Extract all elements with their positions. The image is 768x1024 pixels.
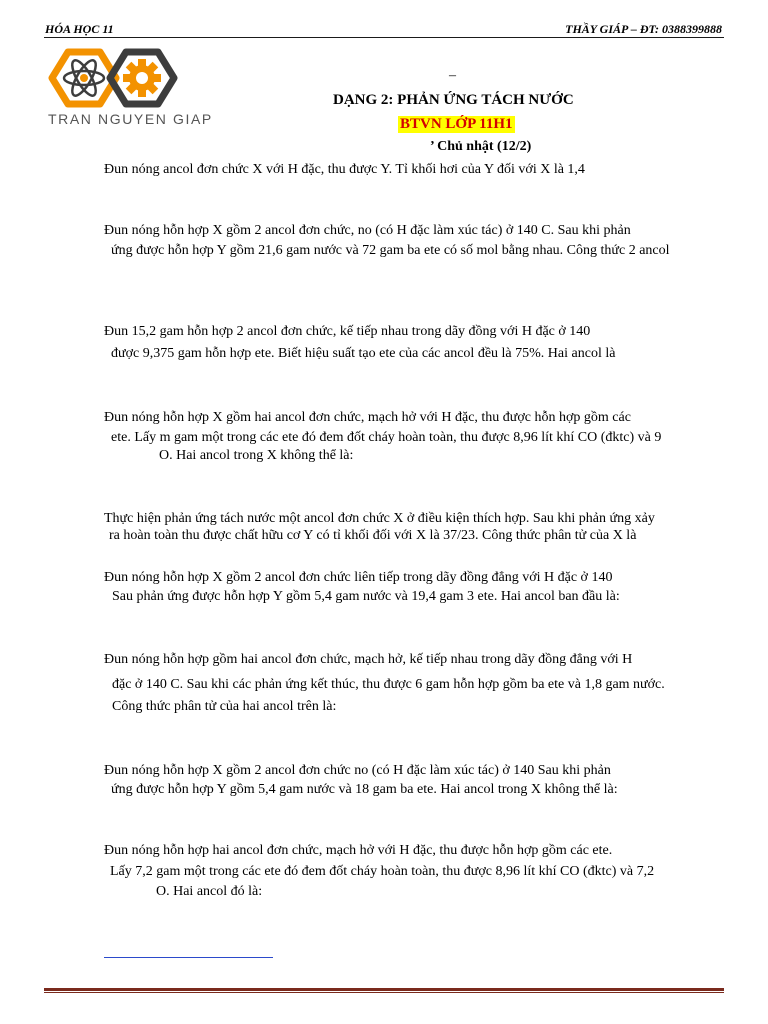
hyperlink-underline[interactable]: [104, 957, 273, 958]
footer-divider-thin: [44, 992, 724, 993]
exercise-line: ứng được hỗn hợp Y gồm 5,4 gam nước và 18 gam ba ete. Hai ancol trong X không thể là:: [111, 782, 618, 797]
date-label: ’ Chủ nhật (12/2): [430, 139, 532, 154]
title-dash: –: [449, 68, 456, 83]
exercise-line: Đun nóng hỗn hợp gồm hai ancol đơn chức, mạch hở, kế tiếp nhau trong dãy đồng đẳng với H: [104, 652, 633, 667]
exercise-line: O. Hai ancol trong X không thể là:: [159, 448, 354, 463]
header-teacher-contact: THẦY GIÁP – ĐT: 0388399888: [565, 22, 722, 36]
exercise-line: Sau phản ứng được hỗn hợp Y gồm 5,4 gam nước và 19,4 gam 3 ete. Hai ancol ban đầu là:: [112, 589, 620, 604]
logo-text: TRAN NGUYEN GIAP: [48, 111, 213, 127]
exercise-line: đặc ở 140 C. Sau khi các phản ứng kết thúc, thu được 6 gam hỗn hợp gồm ba ete và 1,8 gam nước.: [112, 677, 665, 692]
exercise-line: Đun nóng hỗn hợp X gồm 2 ancol đơn chức liên tiếp trong dãy đồng đẳng với H đặc ở 140: [104, 570, 613, 585]
exercise-line: được 9,375 gam hỗn hợp ete. Biết hiệu suất tạo ete của các ancol đều là 75%. Hai ancol là: [111, 346, 616, 361]
class-label: BTVN LỚP 11H1: [400, 116, 513, 132]
exercise-line: ete. Lấy m gam một trong các ete đó đem đốt cháy hoàn toàn, thu được 8,96 lít khí CO (đktc) và 9: [111, 430, 662, 445]
header-subject: HÓA HỌC 11: [45, 22, 114, 36]
exercise-line: Đun nóng hỗn hợp hai ancol đơn chức, mạch hở với H đặc, thu được hỗn hợp gồm các ete.: [104, 843, 613, 858]
exercise-line: Đun nóng ancol đơn chức X với H đặc, thu được Y. Tỉ khối hơi của Y đối với X là 1,4: [104, 162, 585, 177]
exercise-line: Lấy 7,2 gam một trong các ete đó đem đốt cháy hoàn toàn, thu được 8,96 lít khí CO (đktc) và 7,2: [110, 864, 655, 879]
footer-divider: [44, 988, 724, 991]
exercise-line: Công thức phân tử của hai ancol trên là:: [112, 699, 337, 714]
exercise-line: Đun nóng hỗn hợp X gồm 2 ancol đơn chức no (có H đặc làm xúc tác) ở 140 Sau khi phản: [104, 763, 611, 778]
exercise-line: Đun 15,2 gam hỗn hợp 2 ancol đơn chức, kế tiếp nhau trong dãy đồng với H đặc ở 140: [104, 324, 591, 339]
exercise-line: Thực hiện phản ứng tách nước một ancol đơn chức X ở điều kiện thích hợp. Sau khi phản ứng xảy: [104, 511, 655, 526]
exercise-line: O. Hai ancol đó là:: [156, 884, 263, 899]
header-divider: [44, 37, 724, 38]
page-title: DẠNG 2: PHẢN ỨNG TÁCH NƯỚC: [333, 92, 574, 108]
exercise-line: Đun nóng hỗn hợp X gồm 2 ancol đơn chức, no (có H đặc làm xúc tác) ở 140 C. Sau khi phản: [104, 223, 631, 238]
exercise-line: Đun nóng hỗn hợp X gồm hai ancol đơn chức, mạch hở với H đặc, thu được hỗn hợp gồm các: [104, 410, 631, 425]
exercise-line: ứng được hỗn hợp Y gồm 21,6 gam nước và 72 gam ba ete có số mol bằng nhau. Công thức 2 ancol: [111, 243, 670, 258]
exercise-line: ra hoàn toàn thu được chất hữu cơ Y có tỉ khối đối với X là 37/23. Công thức phân tử của X là: [109, 528, 637, 543]
